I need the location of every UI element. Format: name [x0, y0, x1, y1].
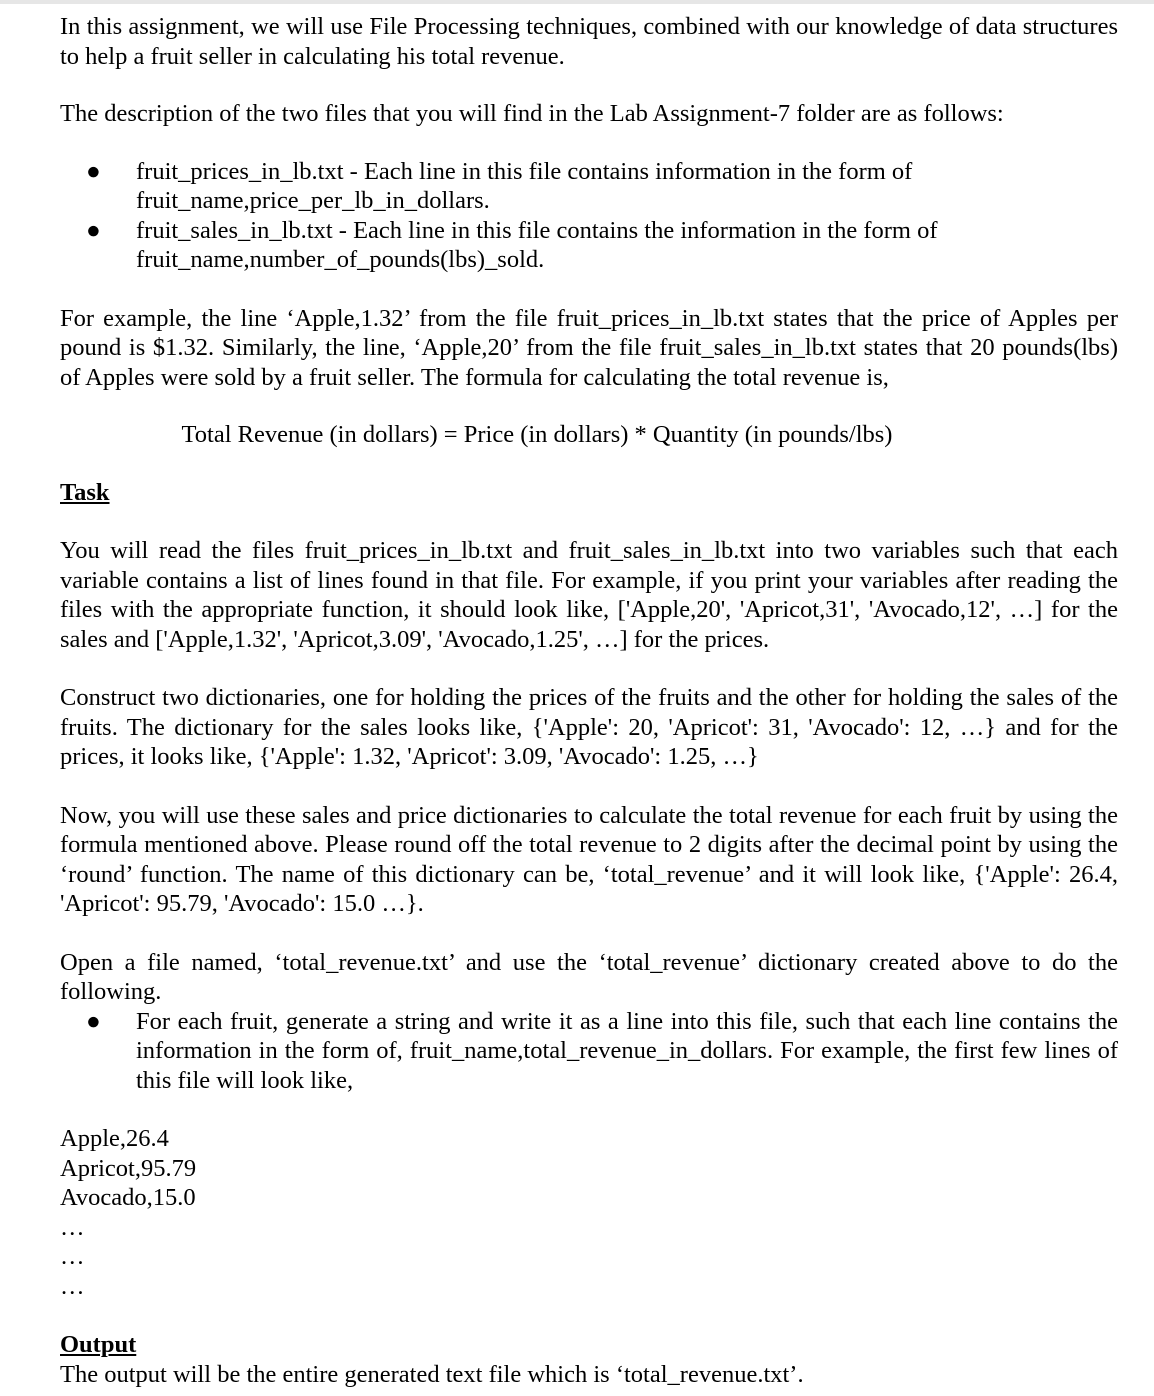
intro-paragraph: In this assignment, we will use File Processing techniques, combined with our knowledge of data structures to help a fruit seller in calculating his total revenue. [60, 13, 1118, 70]
task-paragraph-revenue: Now, you will use these sales and price dictionaries to calculate the total revenue for each fruit by using the formula mentioned above. Please round off the total revenue to 2 digits after the decimal point by using the ‘round’ function. The name of this dictionary can be, ‘total_revenue’ and it will look like, {'Apple': 26.4, 'Apricot': 95.79, 'Avocado': 15.0 …}. [60, 801, 1118, 917]
output-paragraph: The output will be the entire generated text file which is ‘total_revenue.txt’. [60, 1360, 804, 1388]
file-desc-line: fruit_name,number_of_pounds(lbs)_sold. [136, 246, 545, 273]
file-desc-line: fruit_prices_in_lb.txt - Each line in this file contains information in the form of [136, 157, 913, 185]
bullet-icon: ● [86, 1007, 101, 1035]
task-heading: Task [60, 478, 110, 506]
sample-line: Apricot,95.79 [60, 1154, 197, 1182]
files-list [60, 157, 1118, 275]
task-paragraph-dictionaries: Construct two dictionaries, one for holding the prices of the fruits and the other for holding the sales of the fruits. The dictionary for the sales looks like, {'Apple': 20, 'Apricot': 31, 'Avocado': 12, …} and for the prices, it looks like, {'Apple': 1.32, 'Apricot': 3.09, 'Avocado': 1.25, …} [60, 684, 1118, 770]
file-desc-line: fruit_name,price_per_lb_in_dollars. [136, 187, 490, 214]
task-paragraph-read-files: You will read the files fruit_prices_in_lb.txt and fruit_sales_in_lb.txt into two variables such that each variable contains a list of lines found in that file. For example, if you print your variables after reading the files with the appropriate function, it should look like, ['Apple,20', 'Apricot,31', 'Avocado,12', …] for the sales and ['Apple,1.32', 'Apricot,3.09', 'Avocado,1.25', …] for the prices. [60, 537, 1118, 653]
bullet-icon: ● [86, 216, 101, 244]
list-item [60, 1007, 1118, 1096]
ellipsis-lines [60, 1213, 1118, 1302]
task-paragraph-open-file: Open a file named, ‘total_revenue.txt’ and use the ‘total_revenue’ dictionary created above to do the following. [60, 948, 1118, 1005]
sample-line: Avocado,15.0 [60, 1184, 196, 1211]
ellipsis: … [60, 1213, 85, 1241]
sample-output-lines [60, 1124, 1118, 1213]
formula: Total Revenue (in dollars) = Price (in dollars) * Quantity (in pounds/lbs) [181, 421, 893, 448]
task-bullet-text: For each fruit, generate a string and write it as a line into this file, such that each line contains the information in the form of, fruit_name,total_revenue_in_dollars. For example, the first few lines of this file will look like, [136, 1007, 1118, 1094]
top-border [0, 0, 1154, 4]
ellipsis: … [60, 1243, 85, 1270]
example-paragraph: For example, the line ‘Apple,1.32’ from the file fruit_prices_in_lb.txt states that the price of Apples per pound is $1.32. Similarly, the line, ‘Apple,20’ from the file fruit_sales_in_lb.txt states that 20 pounds(lbs) of Apples were sold by a fruit seller. The formula for calculating the total revenue is, [60, 304, 1118, 391]
output-heading: Output [60, 1331, 137, 1358]
document-page [60, 12, 1118, 1389]
sample-line: Apple,26.4 [60, 1125, 169, 1152]
files-intro-paragraph: The description of the two files that you will find in the Lab Assignment-7 folder are as follows: [60, 100, 1004, 127]
list-item [60, 216, 1118, 275]
file-desc-line: fruit_sales_in_lb.txt - Each line in this file contains the information in the form of [136, 216, 938, 244]
bullet-icon: ● [86, 157, 101, 185]
list-item [60, 157, 1118, 216]
task-bullet-list [60, 1007, 1118, 1096]
ellipsis: … [60, 1272, 85, 1300]
